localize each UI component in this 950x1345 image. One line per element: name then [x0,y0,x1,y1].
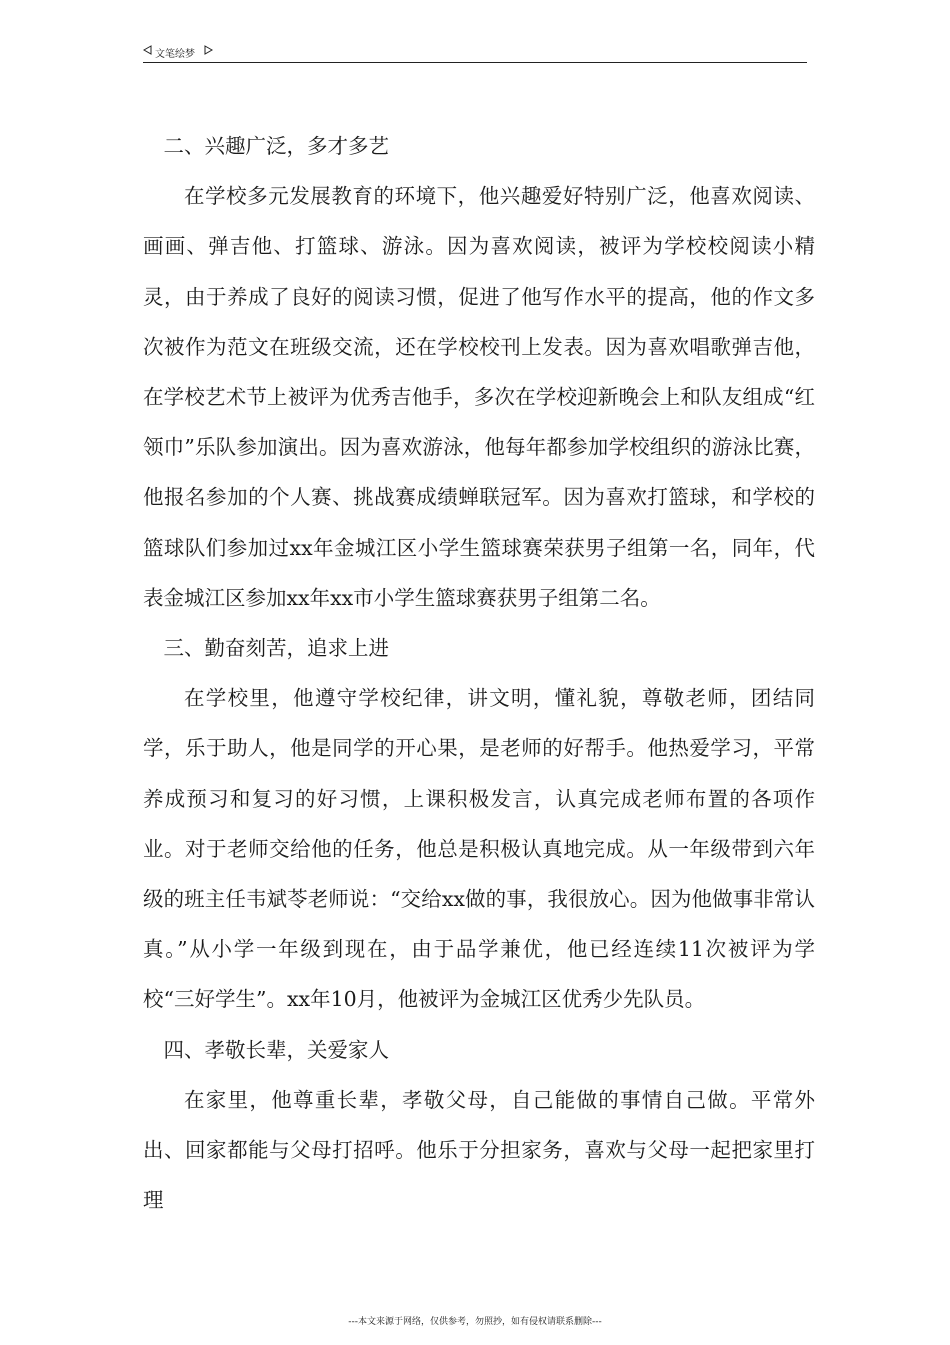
paragraph: 在家里，他尊重长辈，孝敬父母，自己能做的事情自己做。平常外出、回家都能与父母打招呼。他乐于分担家务，喜欢与父母一起把家里打理 [143,1087,815,1213]
paragraph: 在学校里，他遵守学校纪律，讲文明，懂礼貌，尊敬老师，团结同学，乐于助人，他是同学的开心果，是老师的好帮手。他热爱学习，平常养成预习和复习的好习惯，上课积极发言，认真完成老师布置的各项作业。对于老师交给他的任务，他总是积极认真地完成。从一年级带到六年级的班主任韦斌苓老师说：“交给xx做的事，我很放心。因为他做事非常认真。”从小学一年级到现在，由于品学兼优，他已经连续11次被评为学校“三好学生”。xx年10月，他被评为金城江区优秀少先队员。 [143,686,815,1012]
page-header [143,40,807,63]
section-heading: 四、孝敬长辈，关爱家人 [163,1037,389,1062]
section-heading: 三、勤奋刻苦，追求上进 [163,636,389,661]
section-heading: 二、兴趣广泛，多才多艺 [163,134,389,158]
document-body [143,121,815,1225]
header-brand: 文笔绘梦 [155,49,195,60]
paragraph: 在学校多元发展教育的环境下，他兴趣爱好特别广泛，他喜欢阅读、画画、弹吉他、打篮球、游泳。因为喜欢阅读，被评为学校校阅读小精灵，由于养成了良好的阅读习惯，促进了他写作水平的提高，他的作文多次被作为范文在班级交流，还在学校校刊上发表。因为喜欢唱歌弹吉他，在学校艺术节上被评为优秀吉他手，多次在学校迎新晚会上和队友组成“红领巾”乐队参加演出。因为喜欢游泳，他每年都参加学校组织的游泳比赛，他报名参加的个人赛、挑战赛成绩蝉联冠军。因为喜欢打篮球，和学校的篮球队们参加过xx年金城江区小学生篮球赛荣获男子组第一名，同年，代表金城江区参加xx年xx市小学生篮球赛获男子组第二名。 [143,184,815,610]
triangle-right-icon [204,45,213,55]
page-footer: ---本文来源于网络，仅供参考，勿照抄，如有侵权请联系删除--- [348,1317,602,1327]
triangle-left-icon [143,45,152,55]
